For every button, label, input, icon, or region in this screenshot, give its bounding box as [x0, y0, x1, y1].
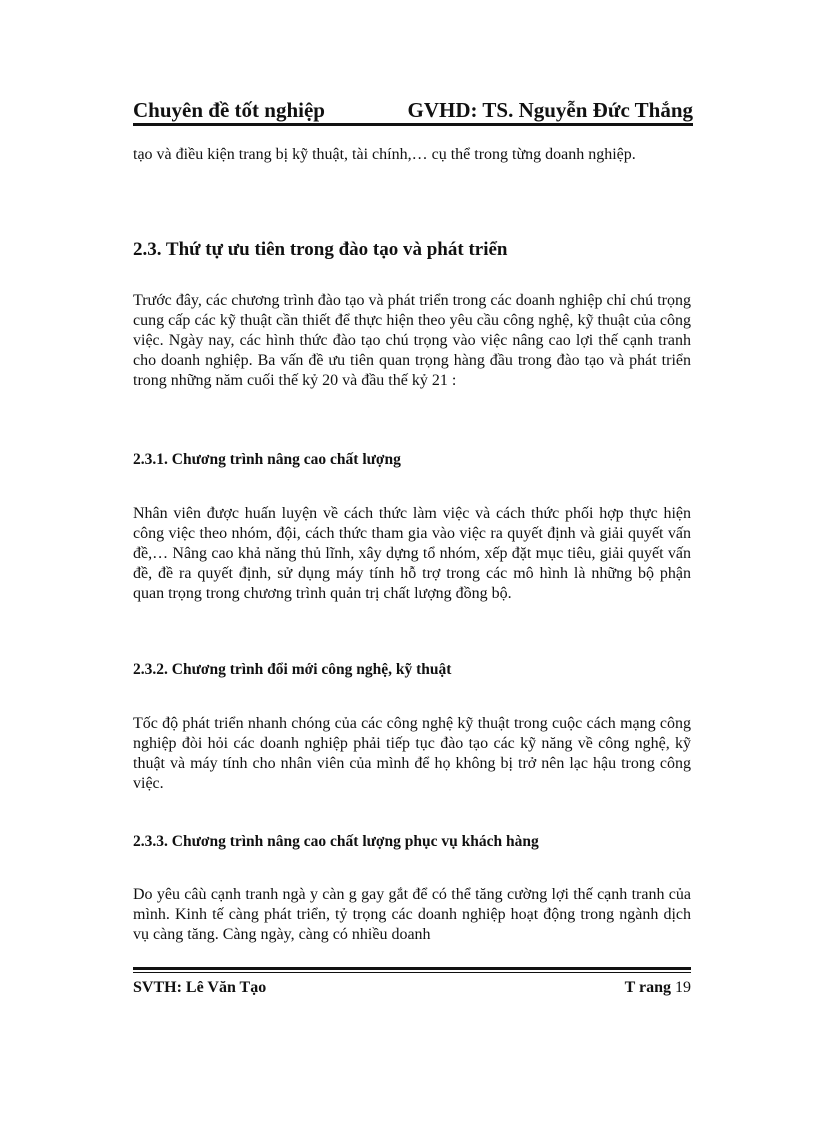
section-2-3-2-heading: 2.3.2. Chương trình đổi mới công nghệ, kỹ thuật: [133, 661, 452, 678]
section-2-3-3-heading: 2.3.3. Chương trình nâng cao chất lượng phục vụ khách hàng: [133, 833, 539, 850]
header-advisor: GVHD: TS. Nguyễn Đức Thắng: [407, 98, 693, 122]
footer-page-label: T rang: [624, 979, 671, 996]
section-2-3-heading: 2.3. Thứ tự ưu tiên trong đào tạo và phát triển: [133, 239, 508, 260]
footer-divider-thick: [133, 967, 691, 970]
footer-student: SVTH: Lê Văn Tạo: [133, 979, 267, 996]
section-2-3-1-heading: 2.3.1. Chương trình nâng cao chất lượng: [133, 451, 401, 468]
header-thesis-title: Chuyên đề tốt nghiệp: [133, 98, 325, 122]
section-2-3-2-paragraph: Tốc độ phát triển nhanh chóng của các công nghệ kỹ thuật trong cuộc cách mạng công nghiệp đòi hỏi các doanh nghiệp phải tiếp tục đào tạo các kỹ năng về công nghệ, kỹ thuật và máy tính cho nhân viên của mình để họ không bị trở nên lạc hậu trong công việc.: [133, 715, 691, 792]
section-2-3-paragraph: Trước đây, các chương trình đào tạo và phát triển trong các doanh nghiệp chỉ chú trọng cung cấp các kỹ thuật cần thiết để thực hiện theo yêu cầu công nghệ, kỹ thuật của công việc. Ngày nay, các hình thức đào tạo chú trọng vào việc nâng cao lợi thế cạnh tranh cho doanh nghiệp. Ba vấn đề ưu tiên quan trọng hàng đầu trong đào tạo và phát triển trong những năm cuối thế kỷ 20 và đầu thế kỷ 21 :: [133, 292, 691, 389]
header-divider: [133, 123, 693, 126]
section-2-3-1-paragraph: Nhân viên được huấn luyện về cách thức làm việc và cách thức phối hợp thực hiện công việc theo nhóm, đội, cách thức tham gia vào việc ra quyết định và giải quyết vấn đề,… Nâng cao khả năng thủ lĩnh, xây dựng tổ nhóm, xếp đặt mục tiêu, giải quyết vấn đề, đề ra quyết định, sử dụng máy tính hỗ trợ trong các mô hình là những bộ phận quan trọng trong chương trình quản trị chất lượng đồng bộ.: [133, 505, 691, 602]
section-2-3-3-paragraph: Do yêu câù cạnh tranh ngà y càn g gay gắt để có thể tăng cường lợi thế cạnh tranh của mình. Kinh tế càng phát triển, tỷ trọng các doanh nghiệp hoạt động trong ngành dịch vụ càng tăng. Càng ngày, càng có nhiều doanh: [133, 886, 691, 943]
footer-page: [625, 978, 691, 998]
page-footer: [133, 978, 691, 998]
page-header: [133, 98, 693, 122]
intro-paragraph: tạo và điều kiện trang bị kỹ thuật, tài chính,… cụ thể trong từng doanh nghiệp.: [133, 146, 636, 163]
footer-divider-thin: [133, 972, 691, 973]
footer-page-number: 19: [675, 979, 691, 996]
